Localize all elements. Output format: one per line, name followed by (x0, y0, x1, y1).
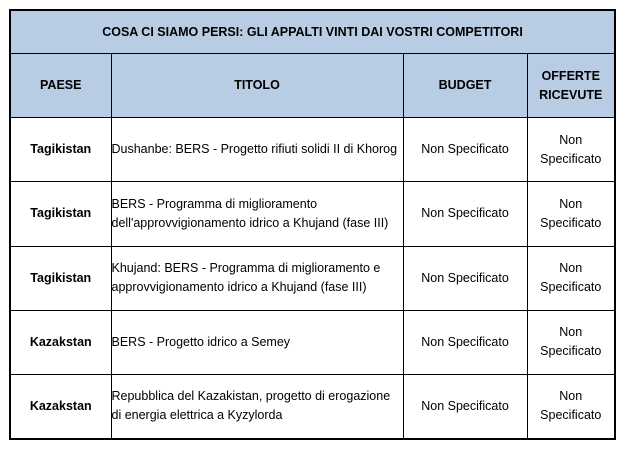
cell-titolo: BERS - Progetto idrico a Semey (111, 310, 403, 374)
cell-budget: Non Specificato (403, 374, 527, 439)
cell-budget: Non Specificato (403, 246, 527, 310)
table-title-row (10, 10, 615, 54)
cell-offerte: Non Specificato (527, 246, 615, 310)
table-row (10, 246, 615, 310)
cell-titolo: Khujand: BERS - Programma di miglioramento e approvvigionamento idrico a Khujand (fase III) (111, 246, 403, 310)
cell-paese: Tagikistan (10, 182, 111, 246)
cell-offerte: Non Specificato (527, 310, 615, 374)
cell-paese: Tagikistan (10, 118, 111, 182)
header-titolo: TITOLO (111, 54, 403, 118)
cell-offerte: Non Specificato (527, 182, 615, 246)
cell-titolo: BERS - Programma di miglioramento dell'approvvigionamento idrico a Khujand (fase III) (111, 182, 403, 246)
cell-offerte: Non Specificato (527, 118, 615, 182)
table-row (10, 182, 615, 246)
cell-offerte: Non Specificato (527, 374, 615, 439)
header-budget: BUDGET (403, 54, 527, 118)
cell-paese: Kazakstan (10, 374, 111, 439)
table-row (10, 310, 615, 374)
table-row (10, 118, 615, 182)
cell-paese: Tagikistan (10, 246, 111, 310)
table-row (10, 374, 615, 439)
table-header-row (10, 54, 615, 118)
cell-titolo: Dushanbe: BERS - Progetto rifiuti solidi II di Khorog (111, 118, 403, 182)
table-title: COSA CI SIAMO PERSI: GLI APPALTI VINTI DAI VOSTRI COMPETITORI (10, 10, 615, 54)
cell-budget: Non Specificato (403, 182, 527, 246)
cell-paese: Kazakstan (10, 310, 111, 374)
cell-budget: Non Specificato (403, 310, 527, 374)
competitor-tenders-table (9, 9, 616, 440)
header-paese: PAESE (10, 54, 111, 118)
cell-budget: Non Specificato (403, 118, 527, 182)
header-offerte-ricevute: OFFERTE RICEVUTE (527, 54, 615, 118)
cell-titolo: Repubblica del Kazakistan, progetto di erogazione di energia elettrica a Kyzylorda (111, 374, 403, 439)
